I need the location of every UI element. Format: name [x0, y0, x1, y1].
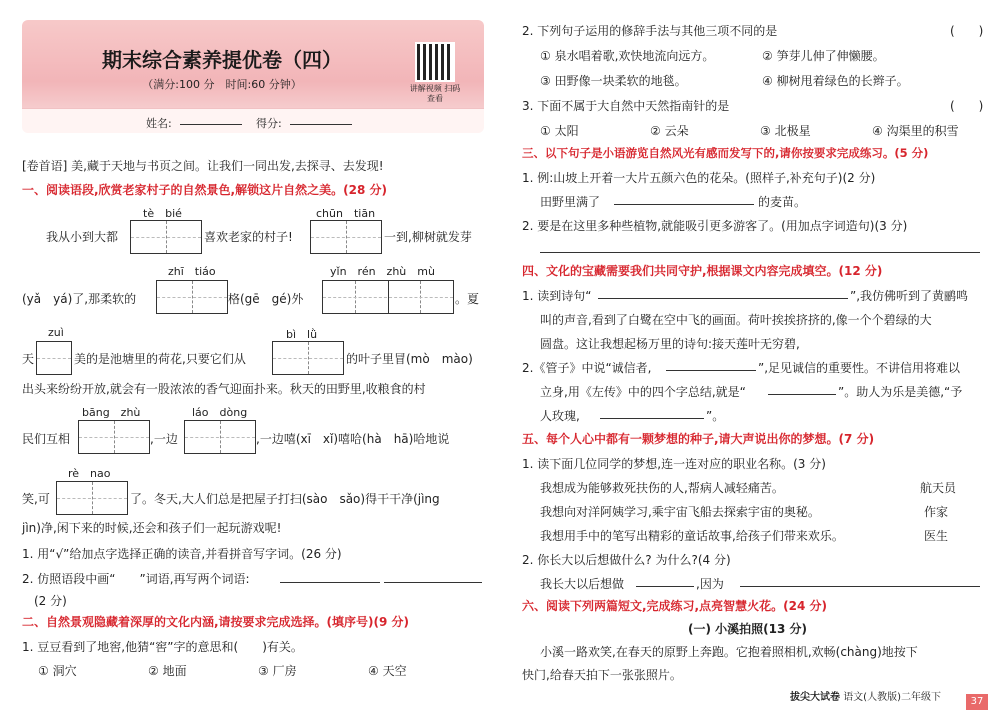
- answer-line-4-2e[interactable]: [600, 406, 704, 419]
- pinyin-bangzhu: bāng zhù: [82, 406, 141, 419]
- score-field[interactable]: [290, 111, 352, 125]
- para-5b: ,一边: [150, 432, 178, 446]
- pinyin-chuntian: chūn tiān: [316, 207, 376, 220]
- para-2c: 。夏: [455, 292, 480, 306]
- passage-1-para-1: 小溪一路欢笑,在春天的原野上奔跑。它抱着照相机,欢畅(chàng)地按下: [540, 645, 918, 659]
- intro-text: [卷首语] 美,藏于天地与书页之间。让我们一同出发,去探寻、去发现!: [22, 159, 384, 173]
- question-4-2d: ”。助人为乐是美德,“予: [838, 385, 963, 399]
- question-2-1: 1. 豆豆看到了地窖,他猜“窖”字的意思和( )有关。: [22, 640, 303, 654]
- para-6b: 了。冬天,大人们总是把屋子打扫(sào sǎo)得干干净(jìng: [130, 492, 440, 506]
- para-1a: 我从小到大都: [46, 230, 119, 244]
- section-4-title: 四、文化的宝藏需要我们共同守护,根据课文内容完成填空。(12 分): [522, 264, 883, 278]
- question-1-2: 2. 仿照语段中画“ ”词语,再写两个词语:: [22, 572, 250, 586]
- para-6a: 笑,可: [22, 492, 50, 506]
- section-5-title: 五、每个人心中都有一颗梦想的种子,请大声说出你的梦想。(7 分): [522, 432, 875, 446]
- option-2-2-a[interactable]: ① 泉水唱着歌,欢快地流向远方。: [540, 49, 715, 63]
- qr-caption: 讲解视频 扫码查看: [409, 84, 461, 103]
- dream-1[interactable]: 我想成为能够救死扶伤的人,帮病人减轻痛苦。: [540, 481, 784, 495]
- exam-title: 期末综合素养提优卷（四）: [102, 48, 342, 72]
- question-5-1: 1. 读下面几位同学的梦想,连一连对应的职业名称。(3 分): [522, 457, 826, 471]
- question-4-2a: 2.《管子》中说“诚信者,: [522, 361, 652, 375]
- question-4-1a: 1. 读到诗句“: [522, 289, 592, 303]
- pinyin-yinrenzhumu: yǐn rén zhù mù: [330, 265, 435, 278]
- answer-box-bilv[interactable]: [272, 341, 344, 375]
- option-2-2-d[interactable]: ④ 柳树甩着绿色的长辫子。: [762, 74, 909, 88]
- answer-bracket-2-3[interactable]: ( ): [950, 99, 984, 113]
- question-4-2c: 立身,用《左传》中的四个字总结,就是“: [540, 385, 746, 399]
- answer-line-4-2a[interactable]: [666, 358, 756, 371]
- para-4: 出头来纷纷开放,就会有一股浓浓的香气迎面扑来。秋天的田野里,收粮食的村: [22, 382, 426, 396]
- dream-3[interactable]: 我想用手中的笔写出精彩的童话故事,给孩子们带来欢乐。: [540, 529, 844, 543]
- pinyin-zhitiao: zhī tiáo: [168, 265, 216, 278]
- option-2-1-c[interactable]: ③ 厂房: [258, 664, 297, 678]
- question-4-1d: 圆盘。这让我想起杨万里的诗句:接天莲叶无穷碧,: [540, 337, 800, 351]
- passage-1-para-2: 快门,给春天拍下一张张照片。: [522, 668, 682, 682]
- question-3-1: 1. 例:山坡上开着一大片五颜六色的花朵。(照样子,补充句子)(2 分): [522, 171, 876, 185]
- answer-box-chuntian[interactable]: [310, 220, 382, 254]
- answer-box-zhitiao[interactable]: [156, 280, 228, 314]
- para-7: jìn)净,闲下来的时候,还会和孩子们一起玩游戏呢!: [22, 521, 282, 535]
- pinyin-laodong: láo dòng: [192, 406, 248, 419]
- option-2-3-b[interactable]: ② 云朵: [650, 124, 689, 138]
- answer-box-yinrenzhumu[interactable]: [322, 280, 454, 314]
- pinyin-zui: zuì: [48, 326, 64, 339]
- question-2-2: 2. 下列句子运用的修辞手法与其他三项不同的是: [522, 24, 778, 38]
- answer-line-5-2a[interactable]: [636, 574, 694, 587]
- option-2-1-a[interactable]: ① 洞穴: [38, 664, 77, 678]
- answer-line-5-2b[interactable]: [740, 574, 980, 587]
- pinyin-bilv: bì lǜ: [286, 328, 318, 341]
- answer-line-1-2a[interactable]: [280, 570, 380, 583]
- section-2-title: 二、自然景观隐藏着深厚的文化内涵,请按要求完成选择。(填序号)(9 分): [22, 615, 410, 629]
- answer-box-renao[interactable]: [56, 481, 128, 515]
- exam-header: [22, 20, 484, 132]
- option-2-3-d[interactable]: ④ 沟渠里的积雪: [872, 124, 959, 138]
- answer-box-bangzhu[interactable]: [78, 420, 150, 454]
- page-number: 37: [966, 694, 988, 710]
- option-2-2-c[interactable]: ③ 田野像一块柔软的地毯。: [540, 74, 687, 88]
- answer-line-3-1[interactable]: [614, 192, 754, 205]
- para-1b: 喜欢老家的村子!: [204, 230, 293, 244]
- name-field[interactable]: [180, 111, 242, 125]
- job-2[interactable]: 作家: [924, 505, 949, 519]
- para-2a: (yǎ yá)了,那柔软的: [22, 292, 137, 306]
- para-2b: 格(gē gé)外: [228, 292, 304, 306]
- option-2-3-c[interactable]: ③ 北极星: [760, 124, 811, 138]
- para-5a: 民们互相: [22, 432, 71, 446]
- dream-2[interactable]: 我想向对洋阿姨学习,乘宇宙飞船去探索宇宙的奥秘。: [540, 505, 820, 519]
- para-5c: ,一边嘻(xī xǐ)嘻哈(hà hā)哈地说: [256, 432, 450, 446]
- option-2-1-d[interactable]: ④ 天空: [368, 664, 407, 678]
- job-1[interactable]: 航天员: [920, 481, 957, 495]
- exam-subtitle: （满分:100 分 时间:60 分钟）: [142, 78, 302, 91]
- question-5-2-because: ,因为: [696, 577, 724, 591]
- question-4-1c: 叫的声音,看到了白鹭在空中飞的画面。荷叶挨挨挤挤的,像一个个碧绿的大: [540, 313, 932, 327]
- passage-1-title: (一) 小溪拍照(13 分): [688, 622, 807, 636]
- option-2-3-a[interactable]: ① 太阳: [540, 124, 579, 138]
- question-4-2f: ”。: [706, 409, 725, 423]
- section-1-title: 一、阅读语段,欣赏老家村子的自然景色,解锁这片自然之美。(28 分): [22, 183, 387, 197]
- question-1-2-score: (2 分): [34, 594, 67, 608]
- footer-brand: 拔尖大试卷 语文(人教版)二年级下: [790, 692, 941, 703]
- question-2-3: 3. 下面不属于大自然中天然指南针的是: [522, 99, 730, 113]
- question-3-2: 2. 要是在这里多种些植物,就能吸引更多游客了。(用加点字词造句)(3 分): [522, 219, 908, 233]
- para-3a: 天: [22, 352, 35, 366]
- question-3-1-lead: 田野里满了: [540, 195, 601, 209]
- option-2-1-b[interactable]: ② 地面: [148, 664, 187, 678]
- name-score-band: [22, 108, 484, 133]
- answer-box-tebie[interactable]: [130, 220, 202, 254]
- name-label: 姓名:: [146, 117, 172, 130]
- qr-code-icon[interactable]: [415, 42, 455, 82]
- pinyin-tebie: tè bié: [143, 207, 182, 220]
- question-4-2e: 人玫瑰,: [540, 409, 580, 423]
- para-1c: 一到,柳树就发芽: [384, 230, 472, 244]
- answer-line-3-2[interactable]: [540, 240, 980, 253]
- section-3-title: 三、以下句子是小语游览自然风光有感而发写下的,请你按要求完成练习。(5 分): [522, 146, 929, 160]
- score-label: 得分:: [256, 117, 282, 130]
- option-2-2-b[interactable]: ② 笋芽儿伸了伸懒腰。: [762, 49, 885, 63]
- answer-line-4-2c[interactable]: [768, 382, 836, 395]
- answer-bracket-2-2[interactable]: ( ): [950, 24, 984, 38]
- job-3[interactable]: 医生: [924, 529, 949, 543]
- question-5-2: 2. 你长大以后想做什么? 为什么?(4 分): [522, 553, 731, 567]
- question-1-1: 1. 用“√”给加点字选择正确的读音,并看拼音写字词。(26 分): [22, 547, 342, 561]
- question-4-2b: ”,足见诚信的重要性。不讲信用将难以: [758, 361, 961, 375]
- answer-box-laodong[interactable]: [184, 420, 256, 454]
- pinyin-renao: rè nao: [68, 467, 111, 480]
- para-3b: 美的是池塘里的荷花,只要它们从: [74, 352, 246, 366]
- answer-line-4-1a[interactable]: [598, 286, 848, 299]
- question-4-1b: ”,我仿佛听到了黄鹂鸣: [850, 289, 969, 303]
- answer-line-1-2b[interactable]: [384, 570, 482, 583]
- question-3-1-tail: 的麦苗。: [758, 195, 807, 209]
- para-3c: 的叶子里冒(mò mào): [346, 352, 473, 366]
- answer-box-zui[interactable]: [36, 341, 72, 375]
- question-5-2-lead: 我长大以后想做: [540, 577, 625, 591]
- section-6-title: 六、阅读下列两篇短文,完成练习,点亮智慧火花。(24 分): [522, 599, 827, 613]
